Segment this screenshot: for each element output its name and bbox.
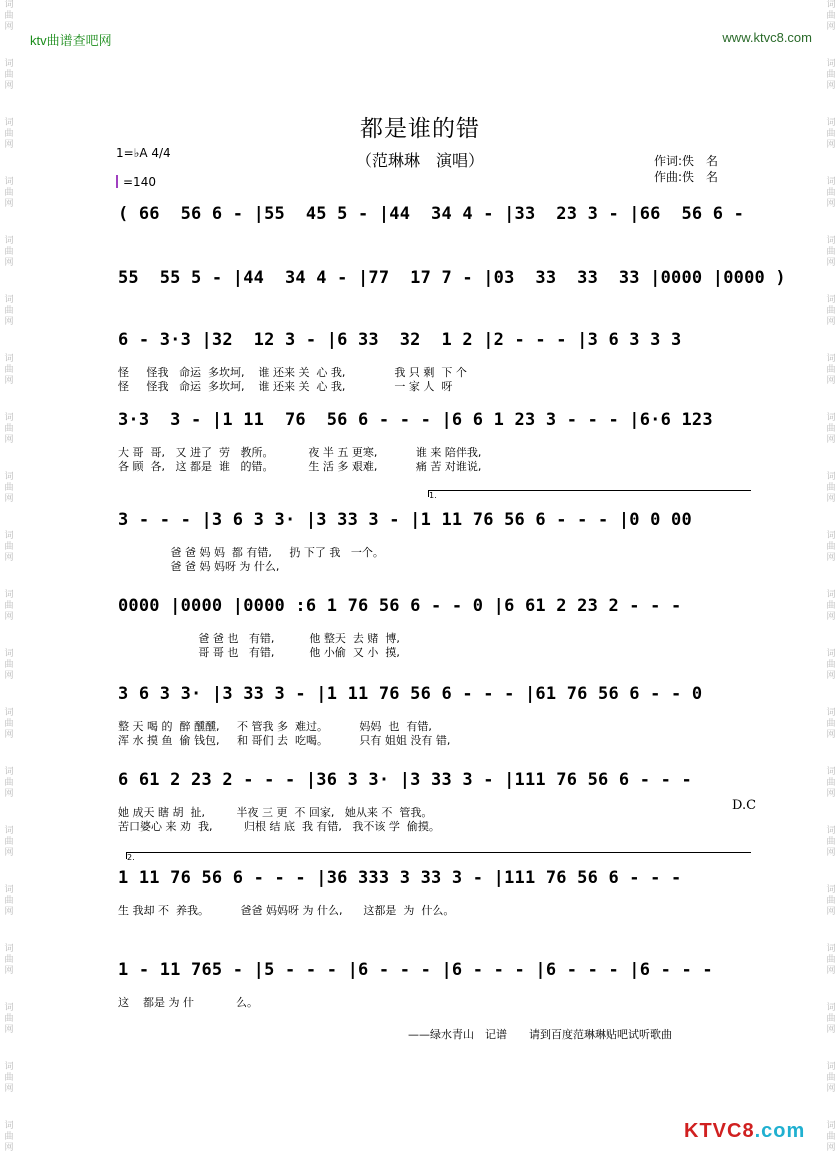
watermark-text: 词 曲 网 [826,295,836,327]
watermark-text: 词 曲 网 [826,531,836,563]
lyrics-verse-1: 怪 怪我 命运 多坎坷, 谁 还来 关 心 我, 我 只 剩 下 个 [118,366,467,379]
watermark-text: 词 曲 网 [826,1003,836,1035]
lyrics-verse-1: 她 成天 瞎 胡 扯, 半夜 三 更 不 回家, 她从来 不 管我。 [118,806,433,819]
notation-numbers: 0000 |0000 |0000 :6 1 76 56 6 - - 0 |6 61 2 23 2 - - - [118,596,682,616]
watermark-text: 词 曲 网 [826,59,836,91]
watermark-left [2,0,16,1169]
watermark-text: 词 曲 网 [4,0,14,32]
watermark-text: 词 曲 网 [4,885,14,917]
song-subtitle: （范琳琳 演唱） [355,151,484,170]
lyricist-credit: 作词:佚 名 [654,154,719,168]
key-signature: 1=♭A 4/4 [116,146,171,160]
watermark-text: 词 曲 网 [4,944,14,976]
lyrics-verse-2: 哥 哥 也 有错, 他 小偷 又 小 摸, [118,646,400,659]
lyrics-verse-1: 这 都是 为 什 么。 [118,996,258,1009]
watermark-text: 词 曲 网 [826,826,836,858]
watermark-text: 词 曲 网 [4,767,14,799]
watermark-text: 词 曲 网 [4,1121,14,1153]
lyrics-verse-2: 爸 爸 妈 妈呀 为 什么, [118,560,280,573]
volta-1-bracket: 1. [428,490,751,497]
quarter-note-icon [116,175,123,188]
watermark-text: 词 曲 网 [4,413,14,445]
watermark-text: 词 曲 网 [4,295,14,327]
watermark-text: 词 曲 网 [826,413,836,445]
lyrics-verse-2: 苦口婆心 来 劝 我, 归根 结 底 我 有错, 我不该 学 偷摸。 [118,820,440,833]
watermark-text: 词 曲 网 [4,649,14,681]
watermark-text: 词 曲 网 [826,177,836,209]
watermark-text: 词 曲 网 [826,767,836,799]
watermark-text: 词 曲 网 [4,590,14,622]
notation-numbers: 6 - 3·3 |32 12 3 - |6 33 32 1 2 |2 - - - |3 6 3 3 3 [118,330,682,350]
watermark-text: 词 曲 网 [826,1062,836,1094]
watermark-text: 词 曲 网 [4,236,14,268]
score-line [118,510,758,573]
dc-mark: D.C [732,798,757,813]
watermark-text: 词 曲 网 [4,531,14,563]
watermark-text: 词 曲 网 [826,236,836,268]
volta-2-bracket: 2. [126,852,751,859]
watermark-text: 词 曲 网 [4,708,14,740]
watermark-text: 词 曲 网 [826,649,836,681]
footer-credit: ——绿水青山 记谱 请到百度范琳琳贴吧试听歌曲 [408,1028,672,1041]
site-name-link[interactable]: ktv曲谱查吧网 [30,33,112,48]
watermark-text: 词 曲 网 [826,354,836,386]
score-line [118,268,786,316]
watermark-text: 词 曲 网 [4,826,14,858]
watermark-text: 词 曲 网 [4,1062,14,1094]
composer-credit: 作曲:佚 名 [654,170,719,184]
watermark-text: 词 曲 网 [826,1121,836,1153]
credits [654,153,718,185]
score-line [118,770,758,833]
lyrics-verse-2: 怪 怪我 命运 多坎坷, 谁 还来 关 心 我, 一 家 人 呀 [118,380,453,393]
score-line [118,960,758,1008]
watermark-text: 词 曲 网 [4,354,14,386]
watermark-text: 词 曲 网 [826,885,836,917]
brand-logo[interactable]: KTVC8.com [684,1120,806,1142]
notation-numbers: 55 55 5 - |44 34 4 - |77 17 7 - |03 33 33 33 |0000 |0000 ) [118,268,786,288]
score-line [118,410,758,473]
lyrics-verse-2: 浑 水 摸 鱼 偷 钱包, 和 哥们 去 吃喝。 只有 姐姐 没有 错, [118,734,451,747]
watermark-text: 词 曲 网 [4,118,14,150]
notation-numbers: 3·3 3 - |1 11 76 56 6 - - - |6 6 1 23 3 - - - |6·6 123 [118,410,713,430]
watermark-text: 词 曲 网 [4,472,14,504]
lyrics-verse-1: 爸 爸 也 有错, 他 整天 去 赌 博, [118,632,400,645]
watermark-text: 词 曲 网 [826,944,836,976]
notation-numbers: 1 11 76 56 6 - - - |36 333 3 33 3 - |111 76 56 6 - - - [118,868,682,888]
watermark-text: 词 曲 网 [826,472,836,504]
watermark-text: 词 曲 网 [826,708,836,740]
tempo-marking: =140 [116,173,156,189]
score-line [118,330,758,393]
lyrics-verse-2: 各 顾 各, 这 都是 谁 的错。 生 活 多 艰难, 痛 苦 对谁说, [118,460,482,473]
notation-numbers: 6 61 2 23 2 - - - |36 3 3· |3 33 3 - |111 76 56 6 - - - [118,770,692,790]
lyrics-verse-1: 大 哥 哥, 又 进了 劳 教所。 夜 半 五 更寒, 谁 来 陪伴我, [118,446,482,459]
notation-numbers: ( 66 56 6 - |55 45 5 - |44 34 4 - |33 23 3 - |66 56 6 - [118,204,745,224]
lyrics-verse-1: 生 我却 不 养我。 爸爸 妈妈呀 为 什么, 这都是 为 什么。 [118,904,455,917]
watermark-text: 词 曲 网 [4,59,14,91]
notation-numbers: 1 - 11 765 - |5 - - - |6 - - - |6 - - - |6 - - - |6 - - - [118,960,713,980]
watermark-text: 词 曲 网 [4,177,14,209]
score-line [118,684,758,747]
watermark-text: 词 曲 网 [826,118,836,150]
watermark-text: 词 曲 网 [826,590,836,622]
notation-numbers: 3 6 3 3· |3 33 3 - |1 11 76 56 6 - - - |61 76 56 6 - - 0 [118,684,703,704]
score-line [118,868,758,916]
site-url-link[interactable]: www.ktvc8.com [722,30,812,45]
song-title: 都是谁的错 [360,116,480,142]
watermark-text: 词 曲 网 [826,0,836,32]
lyrics-verse-1: 整 天 喝 的 醉 醺醺, 不 管我 多 难过。 妈妈 也 有错, [118,720,432,733]
watermark-right [824,0,838,1169]
lyrics-verse-1: 爸 爸 妈 妈 都 有错, 扔 下了 我 一个。 [118,546,384,559]
score-line [118,204,758,252]
watermark-text: 词 曲 网 [4,1003,14,1035]
score-line [118,596,758,659]
notation-numbers: 3 - - - |3 6 3 3· |3 33 3 - |1 11 76 56 6 - - - |0 0 00 [118,510,692,530]
